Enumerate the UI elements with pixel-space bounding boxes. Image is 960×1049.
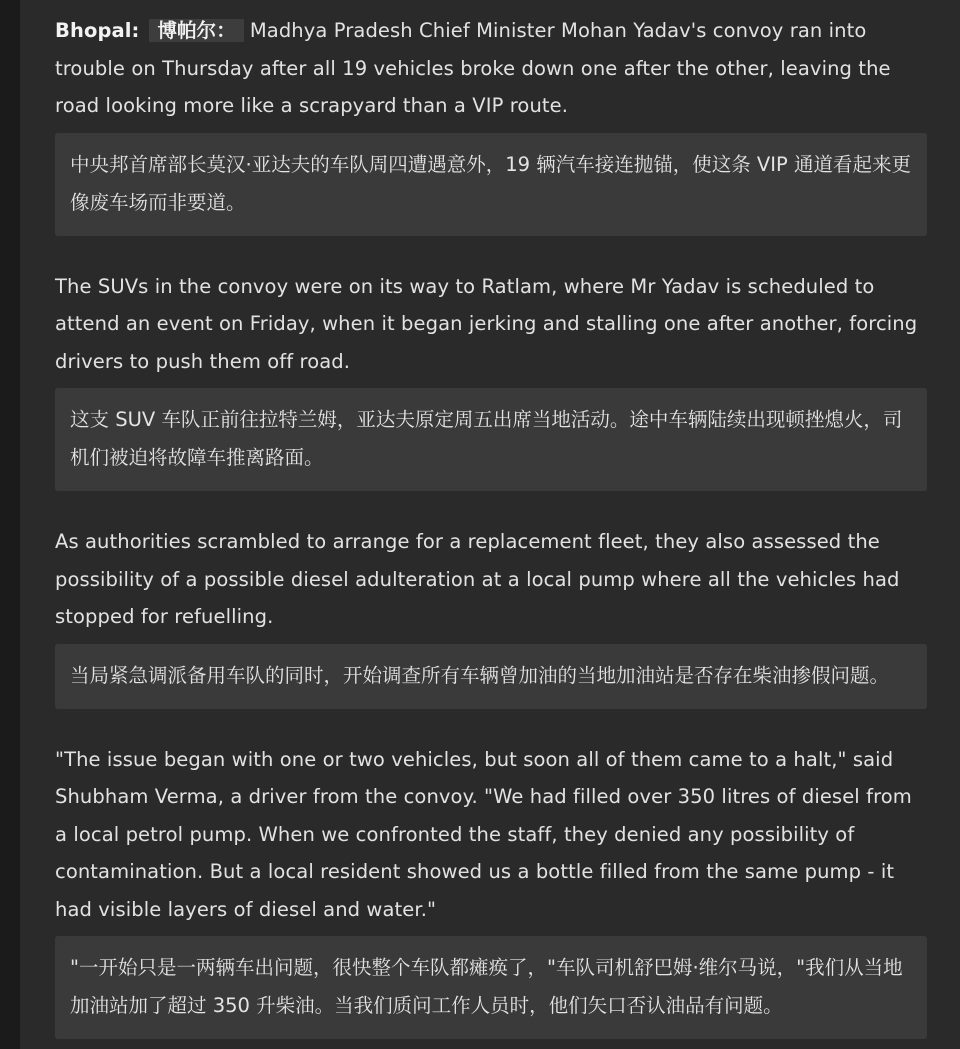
translation-box-4: "一开始只是一两辆车出问题，很快整个车队都瘫痪了，"车队司机舒巴姆·维尔马说，"我们从当地加油站加了超过 350 升柴油。当我们质问工作人员时，他们矢口否认油品有问题。 [55, 936, 927, 1039]
left-gutter [0, 0, 20, 1049]
paragraph-en-1-text: Madhya Pradesh Chief Minister Mohan Yadav's convoy ran into trouble on Thursday after all 19 vehicles broke down one after the other, leaving the road looking more like a scrapyard than a VIP route. [55, 19, 891, 117]
paragraph-en-4: "The issue began with one or two vehicles, but soon all of them came to a halt," said Shubham Verma, a driver from the convoy. "We had filled over 350 litres of diesel from a local petrol pump. When we confronted the staff, they denied any possibility of contamination. But a local resident showed us a bottle filled from the same pump - it had visible layers of diesel and water." [55, 747, 912, 921]
paragraph-en-1 [55, 12, 927, 125]
translation-box-2: 这支 SUV 车队正前往拉特兰姆，亚达夫原定周五出席当地活动。途中车辆陆续出现顿挫熄火，司机们被迫将故障车推离路面。 [55, 388, 927, 491]
translation-box-1: 中央邦首席部长莫汉·亚达夫的车队周四遭遇意外，19 辆汽车接连抛锚，使这条 VIP 通道看起来更像废车场而非要道。 [55, 133, 927, 236]
paragraph-en-3: As authorities scrambled to arrange for a replacement fleet, they also assessed the possibility of a possible diesel adulteration at a local pump where all the vehicles had stopped for refuelling. [55, 530, 900, 628]
dateline-label: Bhopal: [55, 19, 140, 42]
dateline-translation: 博帕尔： [149, 19, 243, 42]
paragraph-en-2: The SUVs in the convoy were on its way to Ratlam, where Mr Yadav is scheduled to attend an event on Friday, when it began jerking and stalling one after another, forcing drivers to push them off road. [55, 274, 918, 373]
translation-box-3: 当局紧急调派备用车队的同时，开始调查所有车辆曾加油的当地加油站是否存在柴油掺假问题。 [55, 644, 927, 709]
article-content [55, 12, 927, 1039]
